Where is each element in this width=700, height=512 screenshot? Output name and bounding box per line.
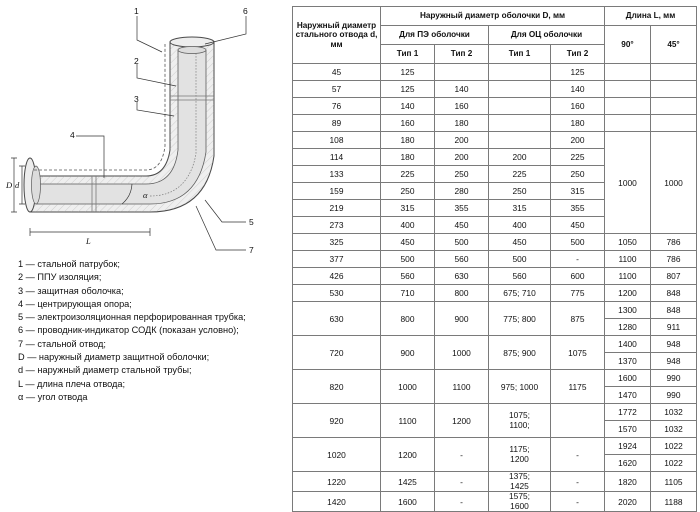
cell-oc-type2: 1175 bbox=[551, 370, 605, 404]
callout-7: 7 bbox=[249, 245, 254, 255]
cell-length-45: 848 bbox=[651, 302, 697, 319]
cell-oc-type1: 1175; 1200 bbox=[489, 438, 551, 472]
cell-pe-type2: 355 bbox=[435, 200, 489, 217]
dim-label-alpha: α bbox=[143, 190, 148, 200]
table-row bbox=[293, 234, 697, 251]
cell-length-90: 1772 bbox=[605, 404, 651, 421]
cell-pe-type1: 180 bbox=[381, 132, 435, 149]
cell-pe-type1: 160 bbox=[381, 115, 435, 132]
cell-length-45: 1000 bbox=[651, 132, 697, 234]
table-row bbox=[293, 370, 697, 387]
cell-pe-type2: - bbox=[435, 438, 489, 472]
cell-pe-type1: 1000 bbox=[381, 370, 435, 404]
cell-pe-type1: 710 bbox=[381, 285, 435, 302]
cell-length-45: 1105 bbox=[651, 472, 697, 492]
cell-pe-type2: 200 bbox=[435, 132, 489, 149]
legend-item-5: 5 — электроизоляционная перфорированная трубка; bbox=[18, 312, 246, 323]
dim-label-L: L bbox=[86, 236, 91, 246]
cell-length-90: 1400 bbox=[605, 336, 651, 353]
cell-length-90: 1600 bbox=[605, 370, 651, 387]
cell-oc-type2: 875 bbox=[551, 302, 605, 336]
cell-length-90: 1280 bbox=[605, 319, 651, 336]
cell-length-90: 1300 bbox=[605, 302, 651, 319]
cell-pe-type1: 1600 bbox=[381, 492, 435, 512]
cell-length-45 bbox=[651, 98, 697, 115]
cell-pe-type2: 900 bbox=[435, 302, 489, 336]
cell-pe-type1: 125 bbox=[381, 64, 435, 81]
cell-oc-type1 bbox=[489, 115, 551, 132]
cell-oc-type2: 1075 bbox=[551, 336, 605, 370]
legend-item-D: D — наружный диаметр защитной оболочки; bbox=[18, 352, 210, 363]
cell-length-45: 1032 bbox=[651, 421, 697, 438]
cell-length-45: 990 bbox=[651, 370, 697, 387]
cell-length-90 bbox=[605, 81, 651, 98]
cell-steel-diameter: 133 bbox=[293, 166, 381, 183]
legend bbox=[18, 258, 290, 404]
cell-oc-type2: 180 bbox=[551, 115, 605, 132]
cell-oc-type1: 400 bbox=[489, 217, 551, 234]
cell-length-90: 1570 bbox=[605, 421, 651, 438]
table-row bbox=[293, 115, 697, 132]
callout-1: 1 bbox=[134, 6, 139, 16]
cell-steel-diameter: 820 bbox=[293, 370, 381, 404]
cell-oc-type2: 600 bbox=[551, 268, 605, 285]
cell-length-90: 1470 bbox=[605, 387, 651, 404]
cell-length-45: 1022 bbox=[651, 438, 697, 455]
cell-steel-diameter: 45 bbox=[293, 64, 381, 81]
table-row bbox=[293, 336, 697, 353]
cell-oc-type1 bbox=[489, 98, 551, 115]
cell-pe-type2: 280 bbox=[435, 183, 489, 200]
legend-item-alpha: α — угол отвода bbox=[18, 391, 88, 402]
cell-oc-type1: 200 bbox=[489, 149, 551, 166]
table-body bbox=[293, 64, 697, 512]
cell-pe-type1: 400 bbox=[381, 217, 435, 234]
cell-oc-type1: 450 bbox=[489, 234, 551, 251]
cell-oc-type1 bbox=[489, 132, 551, 149]
table-row bbox=[293, 492, 697, 512]
callout-6: 6 bbox=[243, 6, 248, 16]
header-oc-type-2: Тип 2 bbox=[551, 45, 605, 64]
table-row bbox=[293, 98, 697, 115]
cell-length-90: 1100 bbox=[605, 251, 651, 268]
cell-oc-type1: 500 bbox=[489, 251, 551, 268]
header-pe-casing: Для ПЭ оболочки bbox=[381, 26, 489, 45]
cell-length-90 bbox=[605, 98, 651, 115]
cell-oc-type2: 160 bbox=[551, 98, 605, 115]
cell-oc-type2: 125 bbox=[551, 64, 605, 81]
header-steel-elbow-diameter: Наружный диаметр стального отвода d, мм bbox=[293, 7, 381, 64]
cell-pe-type2: - bbox=[435, 472, 489, 492]
cell-length-90: 2020 bbox=[605, 492, 651, 512]
header-pe-type-2: Тип 2 bbox=[435, 45, 489, 64]
cell-pe-type1: 900 bbox=[381, 336, 435, 370]
cell-pe-type1: 450 bbox=[381, 234, 435, 251]
cell-length-90 bbox=[605, 64, 651, 81]
cell-pe-type2: - bbox=[435, 492, 489, 512]
dim-label-d: d bbox=[15, 180, 20, 190]
legend-item-3: 3 — защитная оболочка; bbox=[18, 285, 124, 296]
cell-oc-type1: 875; 900 bbox=[489, 336, 551, 370]
cell-steel-diameter: 720 bbox=[293, 336, 381, 370]
cell-oc-type2: 250 bbox=[551, 166, 605, 183]
cell-steel-diameter: 114 bbox=[293, 149, 381, 166]
cell-steel-diameter: 1220 bbox=[293, 472, 381, 492]
cell-length-45: 990 bbox=[651, 387, 697, 404]
cell-steel-diameter: 377 bbox=[293, 251, 381, 268]
table-row bbox=[293, 472, 697, 492]
cell-length-45: 911 bbox=[651, 319, 697, 336]
cell-pe-type1: 560 bbox=[381, 268, 435, 285]
table-row bbox=[293, 132, 697, 149]
cell-pe-type2: 250 bbox=[435, 166, 489, 183]
cell-pe-type2: 1100 bbox=[435, 370, 489, 404]
callout-3: 3 bbox=[134, 94, 139, 104]
table-row bbox=[293, 302, 697, 319]
cell-steel-diameter: 76 bbox=[293, 98, 381, 115]
cell-oc-type1: 315 bbox=[489, 200, 551, 217]
dimensions-table-area bbox=[292, 6, 696, 511]
header-pe-type-1: Тип 1 bbox=[381, 45, 435, 64]
cell-steel-diameter: 159 bbox=[293, 183, 381, 200]
cell-oc-type2: - bbox=[551, 251, 605, 268]
legend-item-4: 4 — центрирующая опора; bbox=[18, 298, 132, 309]
cell-steel-diameter: 325 bbox=[293, 234, 381, 251]
cell-pe-type1: 1425 bbox=[381, 472, 435, 492]
header-oc-casing: Для ОЦ оболочки bbox=[489, 26, 605, 45]
cell-pe-type2: 1200 bbox=[435, 404, 489, 438]
cell-oc-type1 bbox=[489, 64, 551, 81]
cell-oc-type1: 775; 800 bbox=[489, 302, 551, 336]
cell-length-45: 1188 bbox=[651, 492, 697, 512]
cell-pe-type1: 140 bbox=[381, 98, 435, 115]
cell-pe-type2: 160 bbox=[435, 98, 489, 115]
table-header-row-1 bbox=[293, 7, 697, 26]
cell-oc-type2: 775 bbox=[551, 285, 605, 302]
cell-steel-diameter: 273 bbox=[293, 217, 381, 234]
cell-oc-type1: 675; 710 bbox=[489, 285, 551, 302]
cell-oc-type2: - bbox=[551, 438, 605, 472]
table-row bbox=[293, 285, 697, 302]
cell-pe-type2 bbox=[435, 64, 489, 81]
cell-pe-type1: 315 bbox=[381, 200, 435, 217]
cell-pe-type2: 180 bbox=[435, 115, 489, 132]
cell-length-90: 1000 bbox=[605, 132, 651, 234]
cell-oc-type2: 200 bbox=[551, 132, 605, 149]
header-oc-type-1: Тип 1 bbox=[489, 45, 551, 64]
legend-item-1: 1 — стальной патрубок; bbox=[18, 259, 120, 269]
cell-length-45 bbox=[651, 81, 697, 98]
cell-length-90: 1200 bbox=[605, 285, 651, 302]
cell-oc-type2 bbox=[551, 404, 605, 438]
cell-pe-type1: 125 bbox=[381, 81, 435, 98]
cell-pe-type1: 250 bbox=[381, 183, 435, 200]
cell-pe-type2: 140 bbox=[435, 81, 489, 98]
cell-steel-diameter: 920 bbox=[293, 404, 381, 438]
header-angle-45: 45° bbox=[651, 26, 697, 64]
cell-pe-type2: 200 bbox=[435, 149, 489, 166]
cell-oc-type2: 500 bbox=[551, 234, 605, 251]
cell-length-90: 1100 bbox=[605, 268, 651, 285]
cell-pe-type2: 800 bbox=[435, 285, 489, 302]
cell-steel-diameter: 1420 bbox=[293, 492, 381, 512]
cell-length-90: 1924 bbox=[605, 438, 651, 455]
cell-pe-type1: 1200 bbox=[381, 438, 435, 472]
cell-oc-type2: - bbox=[551, 472, 605, 492]
cell-length-90 bbox=[605, 115, 651, 132]
header-length-group: Длина L, мм bbox=[605, 7, 697, 26]
cell-pe-type1: 500 bbox=[381, 251, 435, 268]
callout-2: 2 bbox=[134, 56, 139, 66]
cell-oc-type1: 225 bbox=[489, 166, 551, 183]
table-row bbox=[293, 64, 697, 81]
dimensions-table bbox=[292, 6, 697, 512]
cell-length-90: 1050 bbox=[605, 234, 651, 251]
legend-item-6: 6 — проводник-индикатор СОДК (показан условно); bbox=[18, 325, 239, 336]
cell-steel-diameter: 426 bbox=[293, 268, 381, 285]
cell-steel-diameter: 1020 bbox=[293, 438, 381, 472]
cell-oc-type1: 975; 1000 bbox=[489, 370, 551, 404]
cell-length-45: 786 bbox=[651, 234, 697, 251]
table-row bbox=[293, 404, 697, 421]
cell-length-45: 807 bbox=[651, 268, 697, 285]
cell-pe-type2: 450 bbox=[435, 217, 489, 234]
table-row bbox=[293, 81, 697, 98]
cell-pe-type2: 1000 bbox=[435, 336, 489, 370]
cell-oc-type1: 1075; 1100; bbox=[489, 404, 551, 438]
cell-pe-type1: 1100 bbox=[381, 404, 435, 438]
cell-oc-type2: 355 bbox=[551, 200, 605, 217]
legend-item-2: 2 — ППУ изоляция; bbox=[18, 272, 102, 283]
cell-pe-type1: 800 bbox=[381, 302, 435, 336]
cell-oc-type1: 560 bbox=[489, 268, 551, 285]
legend-item-L: L — длина плеча отвода; bbox=[18, 378, 126, 389]
cell-oc-type1 bbox=[489, 81, 551, 98]
cell-oc-type2: 450 bbox=[551, 217, 605, 234]
table-row bbox=[293, 251, 697, 268]
cell-oc-type1: 250 bbox=[489, 183, 551, 200]
cell-steel-diameter: 630 bbox=[293, 302, 381, 336]
cell-pe-type2: 500 bbox=[435, 234, 489, 251]
cell-steel-diameter: 89 bbox=[293, 115, 381, 132]
cell-steel-diameter: 530 bbox=[293, 285, 381, 302]
header-angle-90: 90° bbox=[605, 26, 651, 64]
cell-oc-type2: 225 bbox=[551, 149, 605, 166]
cell-oc-type1: 1375; 1425 bbox=[489, 472, 551, 492]
header-casing-diameter-group: Наружный диаметр оболочки D, мм bbox=[381, 7, 605, 26]
legend-item-7: 7 — стальной отвод; bbox=[18, 338, 106, 349]
cell-steel-diameter: 219 bbox=[293, 200, 381, 217]
cell-oc-type1: 1575; 1600 bbox=[489, 492, 551, 512]
dim-label-D: D bbox=[6, 180, 13, 190]
cell-length-45: 948 bbox=[651, 353, 697, 370]
cell-length-45 bbox=[651, 64, 697, 81]
cell-steel-diameter: 57 bbox=[293, 81, 381, 98]
cell-oc-type2: - bbox=[551, 492, 605, 512]
callout-4: 4 bbox=[70, 130, 75, 140]
cell-steel-diameter: 108 bbox=[293, 132, 381, 149]
cell-length-45: 948 bbox=[651, 336, 697, 353]
cell-pe-type2: 560 bbox=[435, 251, 489, 268]
table-row bbox=[293, 268, 697, 285]
legend-item-d: d — наружный диаметр стальной трубы; bbox=[18, 365, 192, 376]
table-row bbox=[293, 438, 697, 455]
cell-pe-type1: 225 bbox=[381, 166, 435, 183]
cell-pe-type1: 180 bbox=[381, 149, 435, 166]
cell-length-45 bbox=[651, 115, 697, 132]
cell-length-90: 1370 bbox=[605, 353, 651, 370]
cell-length-45: 1032 bbox=[651, 404, 697, 421]
cell-length-45: 1022 bbox=[651, 455, 697, 472]
cell-length-45: 848 bbox=[651, 285, 697, 302]
cell-length-45: 786 bbox=[651, 251, 697, 268]
cell-oc-type2: 315 bbox=[551, 183, 605, 200]
cell-oc-type2: 140 bbox=[551, 81, 605, 98]
callout-5: 5 bbox=[249, 217, 254, 227]
cell-length-90: 1820 bbox=[605, 472, 651, 492]
cell-pe-type2: 630 bbox=[435, 268, 489, 285]
cell-length-90: 1620 bbox=[605, 455, 651, 472]
